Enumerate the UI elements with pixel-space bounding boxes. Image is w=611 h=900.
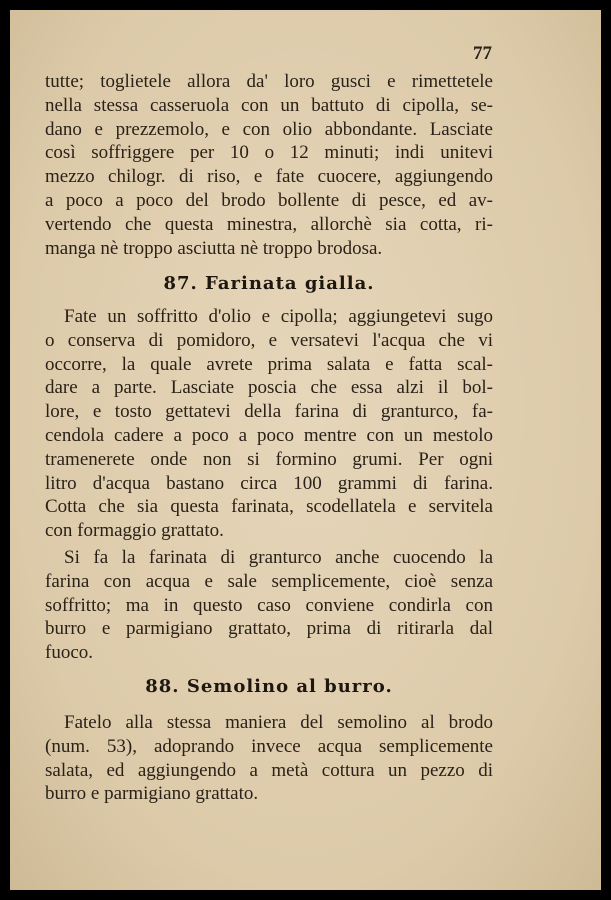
text-line: (num. 53), adoprando invece acqua semplicemente — [45, 735, 493, 757]
paragraph-continued — [45, 70, 493, 260]
text-line: dare a parte. Lasciate poscia che essa alzi il bol- — [45, 377, 493, 399]
text-line: nella stessa casseruola con un battuto di cipolla, se- — [45, 94, 493, 116]
text-line: con formaggio grattato. — [45, 520, 224, 542]
text-line: o conserva di pomidoro, e versatevi l'acqua che vi — [45, 329, 493, 351]
text-line: manga nè troppo asciutta nè troppo brodosa. — [45, 237, 383, 259]
text-line: tramenerete onde non si formino grumi. Per ogni — [45, 448, 493, 470]
paragraph-farinata-1 — [45, 305, 493, 543]
page-number: 77 — [473, 43, 492, 64]
text-line: tutte; toglietele allora da' loro gusci e rimettetele — [45, 71, 493, 92]
text-line: lore, e tosto gettatevi della farina di granturco, fa- — [45, 401, 493, 423]
text-line: cendola cadere a poco a poco mentre con un mestolo — [45, 424, 493, 446]
text-line: salata, ed aggiungendo a metà cottura un pezzo di — [45, 759, 493, 781]
text-line: soffritto; ma in questo caso conviene condirla con — [45, 594, 493, 616]
paragraph-farinata-2 — [45, 546, 493, 665]
book-page — [10, 10, 601, 890]
text-line: vertendo che questa minestra, allorchè sia cotta, ri- — [45, 213, 493, 235]
text-line: Cotta che sia questa farinata, scodellatela e servitela — [45, 496, 493, 518]
text-line: burro e parmigiano grattato. — [45, 783, 259, 805]
text-line: fuoco. — [45, 642, 94, 664]
text-line: occorre, la quale avrete prima salata e fatta scal- — [45, 353, 493, 375]
text-line: a poco a poco del brodo bollente di pesce, ed av- — [45, 189, 493, 211]
text-line: mezzo chilogr. di riso, e fate cuocere, aggiungendo — [45, 166, 493, 188]
text-line: litro d'acqua bastano circa 100 grammi di farina. — [45, 472, 493, 494]
text-line: Fatelo alla stessa maniera del semolino al brodo — [64, 712, 493, 733]
text-line: Fate un soffritto d'olio e cipolla; aggiungetevi sugo — [64, 306, 493, 327]
text-line: dano e prezzemolo, e con olio abbondante. Lasciate — [45, 118, 493, 140]
text-line: Si fa la farinata di granturco anche cuocendo la — [64, 547, 493, 568]
recipe-heading-88: 88. Semolino al burro. — [145, 676, 393, 697]
paragraph-semolino — [45, 711, 493, 806]
text-line: così soffriggere per 10 o 12 minuti; indi unitevi — [45, 142, 493, 164]
text-line: farina con acqua e sale semplicemente, cioè senza — [45, 570, 493, 592]
text-line: burro e parmigiano grattato, prima di ritirarla dal — [45, 618, 493, 640]
recipe-heading-87: 87. Farinata gialla. — [163, 273, 375, 294]
